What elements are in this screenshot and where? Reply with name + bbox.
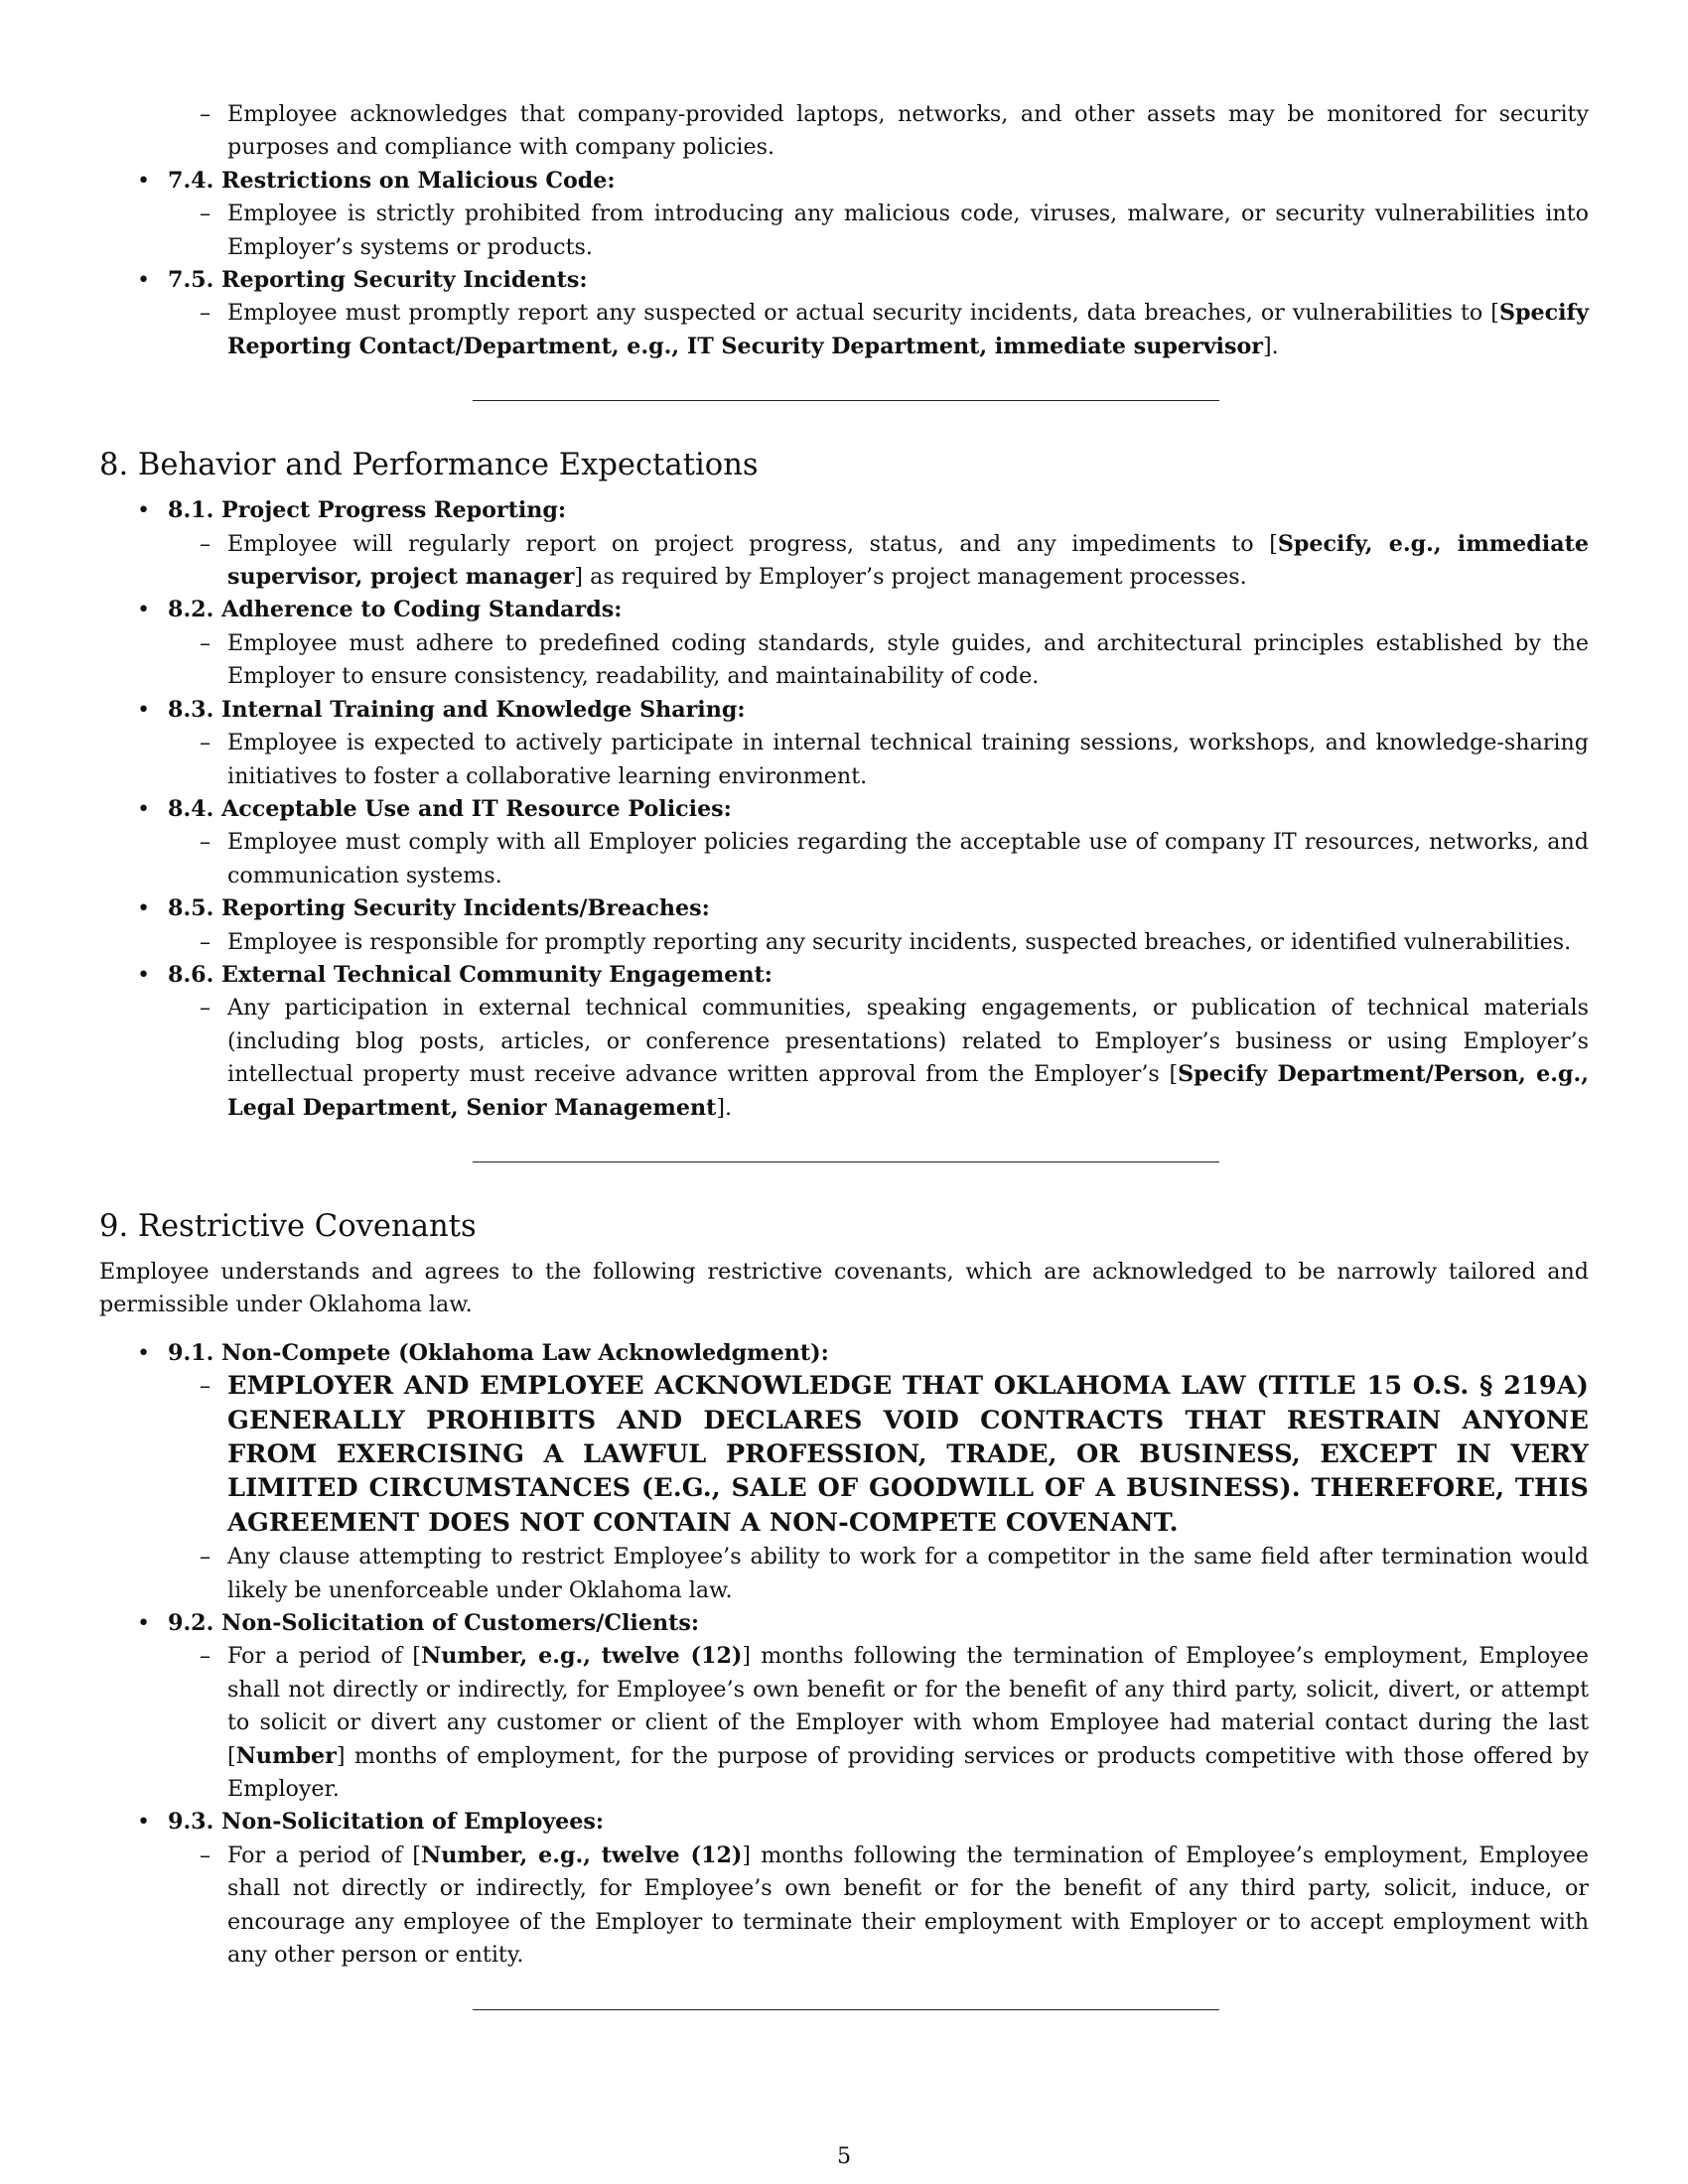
sub-item-text: For a period of [ bbox=[227, 1643, 421, 1670]
list-item bbox=[99, 165, 1589, 264]
sub-item: – Employee is responsible for promptly reporting any security incidents, suspected breaches, or identified vulnerabilities. bbox=[168, 926, 1589, 959]
item-label: 8.6. External Technical Community Engagement: bbox=[168, 961, 773, 988]
sub-item bbox=[168, 528, 1589, 595]
sub-item-text: ] months of employment, for the purpose of providing services or products competitive with those offered by Employer. bbox=[227, 1742, 1589, 1803]
item-label: 7.4. Restrictions on Malicious Code: bbox=[168, 167, 616, 194]
placeholder-text: Number, e.g., twelve (12) bbox=[420, 1842, 743, 1868]
placeholder-text: Number, e.g., twelve (12) bbox=[420, 1643, 743, 1670]
sub-item-text: For a period of [ bbox=[227, 1842, 421, 1868]
item-label: 8.5. Reporting Security Incidents/Breaches: bbox=[168, 895, 710, 922]
section-intro: Employee understands and agrees to the following restrictive covenants, which are acknowledged to be narrowly tailored and permissible under Oklahoma law. bbox=[99, 1258, 1589, 1318]
list-item bbox=[99, 594, 1589, 693]
page-content bbox=[99, 98, 1589, 2010]
placeholder-text: Specify Department/Person, e.g., Legal Department, Senior Management bbox=[227, 1061, 1589, 1121]
list-item bbox=[99, 959, 1589, 1125]
sub-item bbox=[168, 297, 1589, 363]
sub-item-text: ]. bbox=[716, 1094, 733, 1121]
sub-item: – Employee must adhere to predefined coding standards, style guides, and architectural principles established by the Employer to ensure consistency, readability, and maintainability of code. bbox=[168, 627, 1589, 694]
sub-item-text: ] as required by Employer’s project management processes. bbox=[574, 564, 1247, 591]
sublist bbox=[168, 1640, 1589, 1806]
sub-item bbox=[168, 1640, 1589, 1806]
placeholder-text: Specify, e.g., immediate supervisor, project manager bbox=[227, 530, 1589, 591]
item-label: 7.5. Reporting Security Incidents: bbox=[168, 267, 588, 294]
sublist bbox=[168, 627, 1589, 694]
sublist bbox=[168, 826, 1589, 892]
list-item bbox=[99, 694, 1589, 793]
section-heading: 9. Restrictive Covenants bbox=[99, 1208, 477, 1244]
sub-item-text: Employee will regularly report on project progress, status, and any impediments to [ bbox=[227, 530, 1278, 557]
list-item bbox=[99, 1337, 1589, 1607]
item-label: 9.1. Non-Compete (Oklahoma Law Acknowledgment): bbox=[168, 1339, 829, 1366]
section-8-list bbox=[99, 494, 1589, 1125]
sub-item-text: ] months following the termination of Employee’s employment, Employee shall not directly or indirectly, for Employee’s own benefit or for the benefit of any third party, solicit, divert, or attempt to solicit or divert any customer or client of the Employer with whom Employee had material contact during the last [ bbox=[227, 1643, 1589, 1769]
sub-item bbox=[168, 1840, 1589, 1973]
sub-item bbox=[168, 992, 1589, 1125]
sublist bbox=[168, 727, 1589, 793]
item-label: 8.2. Adherence to Coding Standards: bbox=[168, 597, 623, 623]
item-label: 9.2. Non-Solicitation of Customers/Clients: bbox=[168, 1610, 700, 1637]
sub-item: – Employee is strictly prohibited from introducing any malicious code, viruses, malware, or security vulnerabilities into Employer’s systems or products. bbox=[168, 198, 1589, 264]
sublist bbox=[168, 198, 1589, 264]
caps-notice: EMPLOYER AND EMPLOYEE ACKNOWLEDGE THAT OKLAHOMA LAW (TITLE 15 O.S. § 219A) GENERALLY PROHIBITS AND DECLARES VOID CONTRACTS THAT RESTRAIN ANYONE FROM EXERCISING A LAWFUL PROFESSION, TRADE, OR BUSINESS, EXCEPT IN VERY LIMITED CIRCUMSTANCES (E.G., SALE OF GOODWILL OF A BUSINESS). THEREFORE, THIS AGREEMENT DOES NOT CONTAIN A NON-COMPETE COVENANT. bbox=[227, 1371, 1589, 1538]
list-item bbox=[99, 892, 1589, 959]
section-heading: 8. Behavior and Performance Expectations bbox=[99, 448, 759, 483]
sub-item-text: Employee must promptly report any suspected or actual security incidents, data breaches, or vulnerabilities to [ bbox=[227, 300, 1499, 327]
page-number: 5 bbox=[836, 2143, 852, 2169]
section-divider bbox=[473, 400, 1219, 401]
sub-item-text: Any participation in external technical communities, speaking engagements, or publication of technical materials (including blog posts, articles, or conference presentations) related to Employer’s business or using Employer’s intellectual property must receive advance written approval from the Employer’s [ bbox=[227, 995, 1589, 1088]
sublist bbox=[168, 528, 1589, 595]
sub-item bbox=[168, 1370, 1589, 1541]
sub-item-text: ] months following the termination of Employee’s employment, Employee shall not directly or indirectly, for Employee’s own benefit or for the benefit of any third party, solicit, induce, or encourage any employee of the Employer to terminate their employment with Employer or to accept employment with any other person or entity. bbox=[227, 1842, 1589, 1969]
section-divider bbox=[473, 2009, 1219, 2010]
section-7-list bbox=[99, 165, 1589, 363]
list-item bbox=[99, 494, 1589, 594]
list-item bbox=[99, 1806, 1589, 1972]
sub-item-text: ]. bbox=[1262, 333, 1279, 359]
sublist bbox=[168, 926, 1589, 959]
list-item: – Employee acknowledges that company-provided laptops, networks, and other assets may be monitored for security purposes and compliance with company policies. bbox=[168, 98, 1589, 165]
placeholder-text: Specify Reporting Contact/Department, e.g., IT Security Department, immediate supervisor bbox=[227, 300, 1589, 359]
sublist bbox=[168, 297, 1589, 363]
sub-item: – Any clause attempting to restrict Employee’s ability to work for a competitor in the same field after termination would likely be unenforceable under Oklahoma law. bbox=[168, 1541, 1589, 1607]
section-divider bbox=[473, 1161, 1219, 1162]
sub-item: – Employee is expected to actively participate in internal technical training sessions, workshops, and knowledge-sharing initiatives to foster a collaborative learning environment. bbox=[168, 727, 1589, 793]
list-item bbox=[99, 264, 1589, 363]
sub-item: – Employee must comply with all Employer policies regarding the acceptable use of company IT resources, networks, and communication systems. bbox=[168, 826, 1589, 892]
section-9-list bbox=[99, 1337, 1589, 1973]
item-label: 9.3. Non-Solicitation of Employees: bbox=[168, 1809, 605, 1836]
item-label: 8.1. Project Progress Reporting: bbox=[168, 497, 567, 524]
item-label: 8.4. Acceptable Use and IT Resource Policies: bbox=[168, 795, 732, 822]
sublist bbox=[168, 992, 1589, 1125]
continued-sublist bbox=[99, 98, 1589, 165]
sublist bbox=[168, 1370, 1589, 1607]
list-item bbox=[99, 793, 1589, 892]
placeholder-text: Number bbox=[235, 1742, 337, 1769]
list-item bbox=[99, 1607, 1589, 1806]
item-label: 8.3. Internal Training and Knowledge Sharing: bbox=[168, 696, 746, 723]
sublist bbox=[168, 1840, 1589, 1973]
